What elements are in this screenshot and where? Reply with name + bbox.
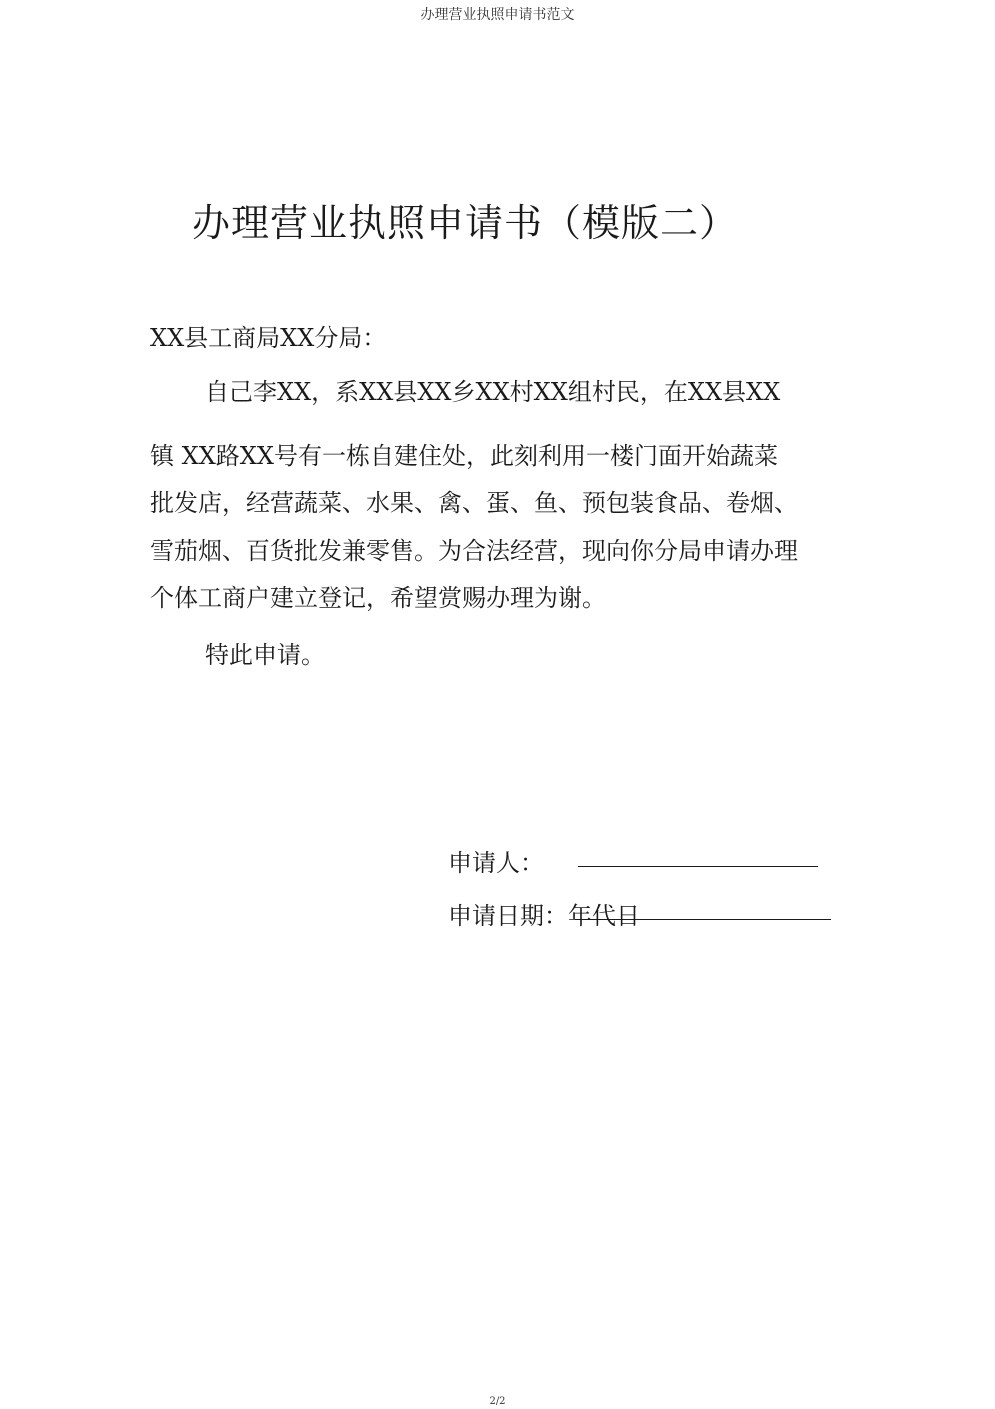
body-line-4: 雪茄烟、百货批发兼零售。为合法经营，现向你分局申请办理 <box>150 537 798 565</box>
applicant-signature-line <box>578 866 818 867</box>
body-line-5: 个体工商户建立登记，希望赏赐办理为谢。 <box>150 584 606 612</box>
addressee: XX县工商局XX分局： <box>150 324 387 352</box>
document-title: 办理营业执照申请书（模版二） <box>192 201 739 245</box>
application-date-label: 申请日期：年代日 <box>448 902 640 930</box>
running-header: 办理营业执照申请书范文 <box>420 7 575 23</box>
page-number: 2/2 <box>489 1396 506 1407</box>
body-line-3: 批发店，经营蔬菜、水果、禽、蛋、鱼、预包装食品、卷烟、 <box>150 489 798 517</box>
body-line-2: 镇 XX路XX号有一栋自建住处，此刻利用一楼门面开始蔬菜 <box>150 442 778 470</box>
body-line-1: 自己李XX，系XX县XX乡XX村XX组村民，在XX县XX <box>205 378 781 406</box>
applicant-label: 申请人： <box>448 849 544 877</box>
closing-statement: 特此申请。 <box>205 641 325 669</box>
application-date-line <box>575 919 831 920</box>
